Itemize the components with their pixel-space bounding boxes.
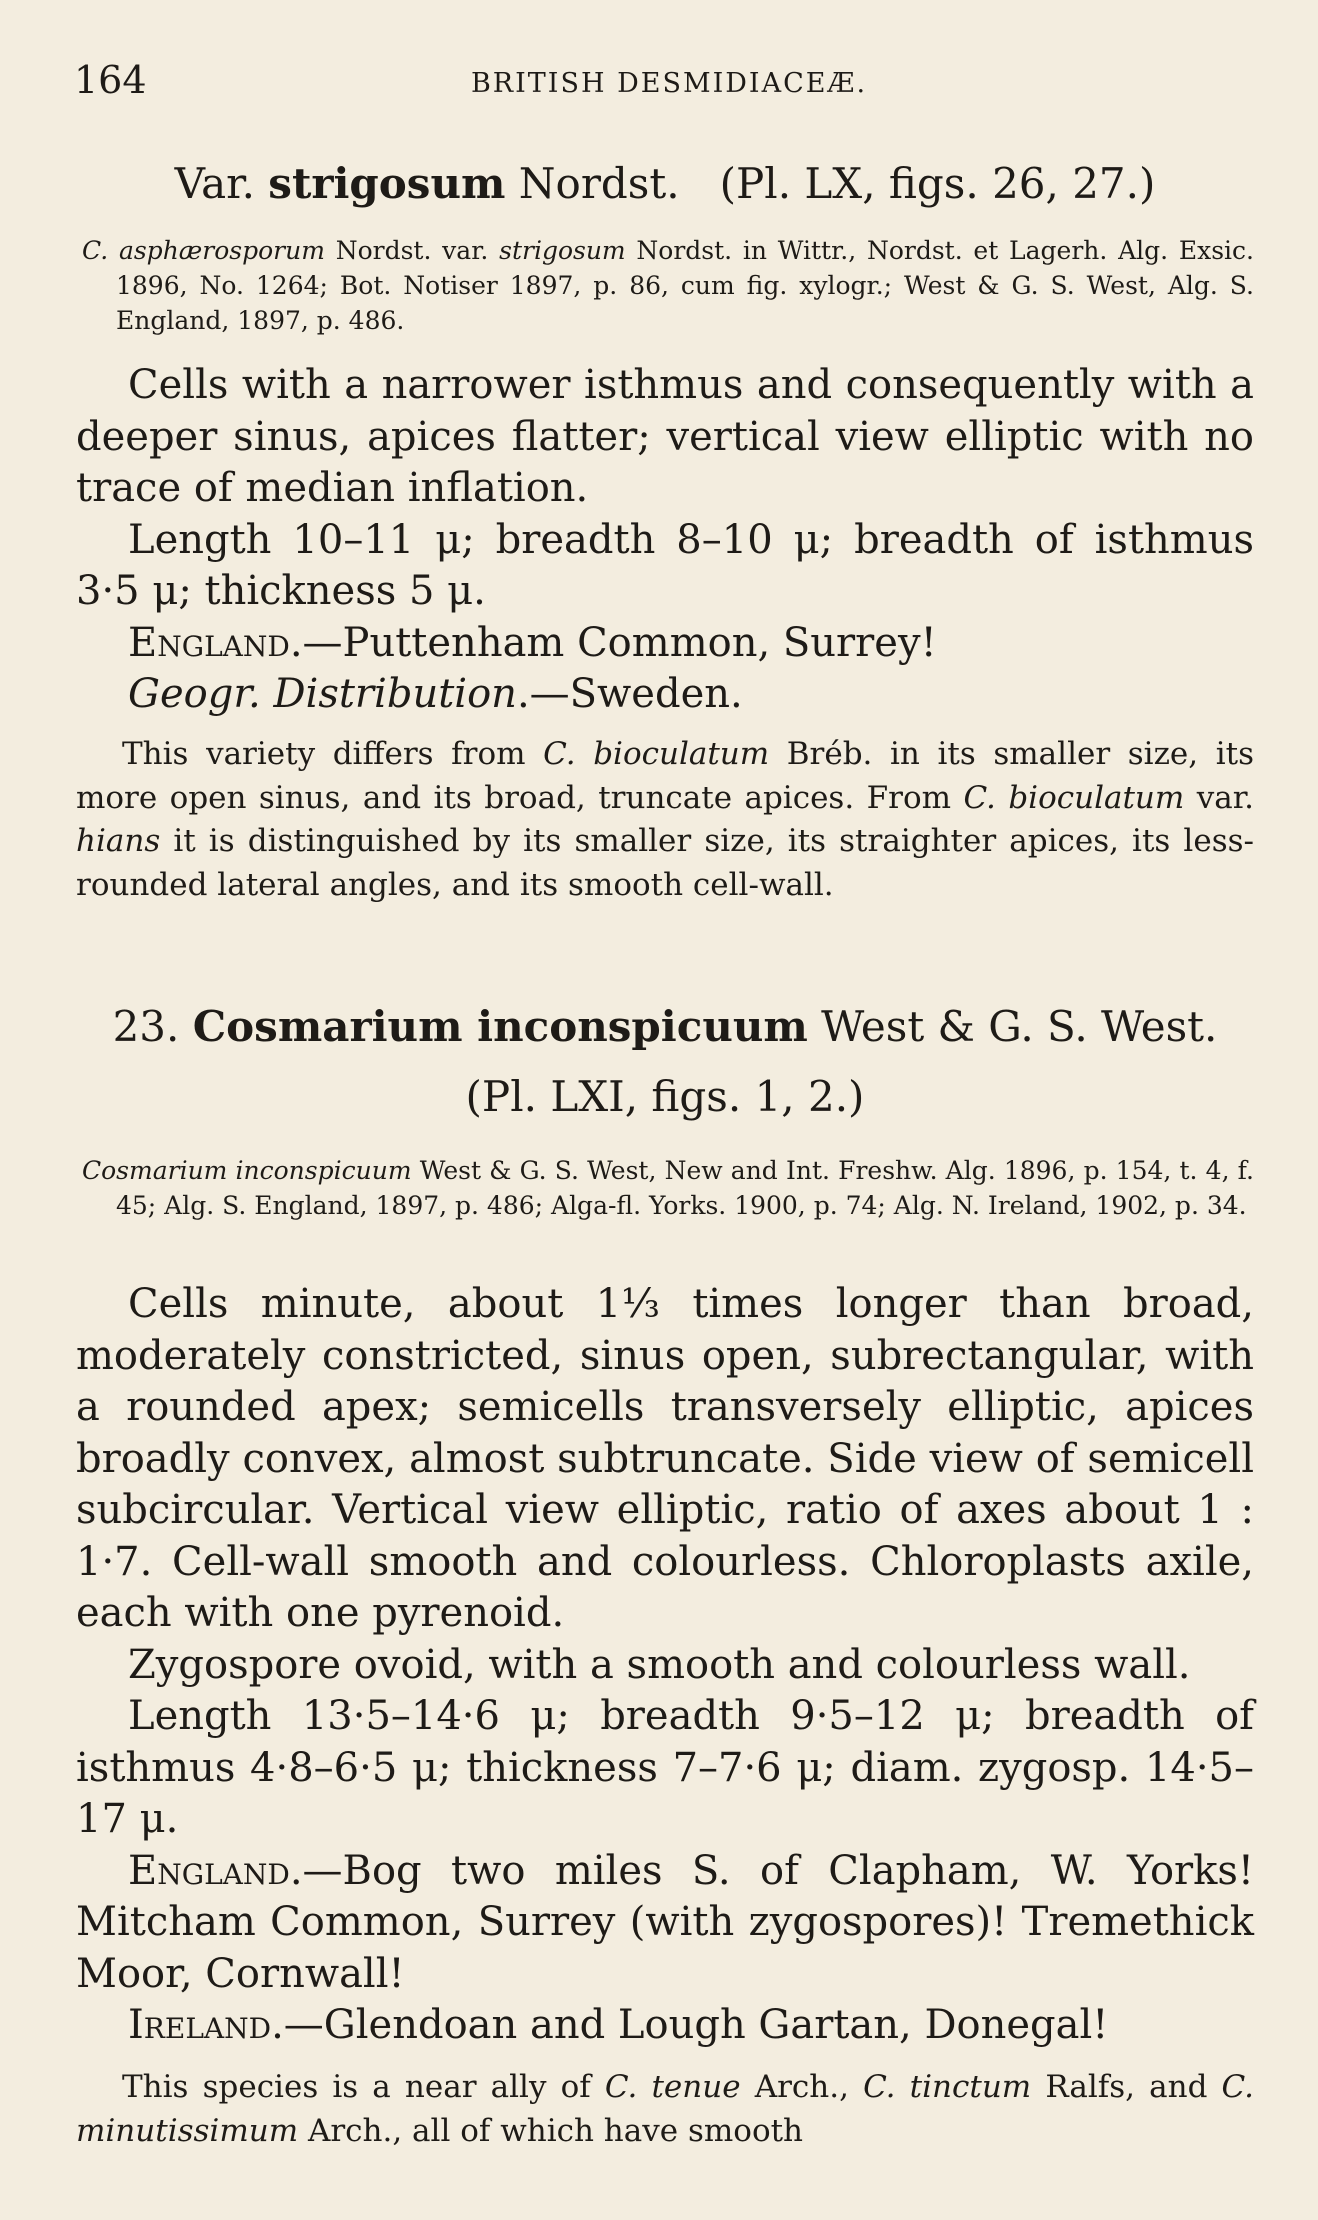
distribution-label: Geogr. Distribution	[128, 671, 517, 717]
variety-note-text	[76, 733, 1254, 908]
text-segment: C. bioculatum	[963, 779, 1185, 816]
text-segment: Nordst. var.	[324, 236, 500, 265]
variety-measurements: Length 10–11 μ; breadth 8–10 μ; breadth of isthmus 3·5 μ; thickness 5 μ.	[76, 516, 1254, 614]
text-segment: Cosmarium inconspicuum	[82, 1156, 412, 1185]
synonymy-text	[76, 233, 1254, 338]
variety-synonymy	[76, 233, 1254, 338]
text-segment: C. asphærosporum	[82, 236, 325, 265]
variety-plate: (Pl. LX, figs. 26, 27.)	[719, 159, 1156, 208]
text-segment: Nordst. in Wittr., Nordst. et Lagerh. Alg. Exsic. 1896, No. 1264; Bot. Notiser 1897, p. 86, cum fig. xylogr.; West & G. S. West, Alg. S. England, 1897, p. 486.	[116, 236, 1254, 335]
species-synonymy	[76, 1153, 1254, 1223]
species-synonymy-text	[76, 1153, 1254, 1223]
text-segment: it is distinguished by its smaller size, its straighter apices, its less-rounded lateral angles, and its smooth cell-wall.	[76, 823, 1254, 904]
text-segment: This species is a near ally of	[122, 2069, 605, 2105]
text-segment: C. tenue	[604, 2069, 741, 2105]
species-body	[76, 1279, 1254, 2052]
variety-heading	[76, 158, 1254, 210]
variety-distribution	[76, 669, 1254, 721]
variety-locality	[76, 618, 1254, 670]
variety-description: Cells with a narrower isthmus and consequently with a deeper sinus, apices flatter; vertical view elliptic with no trace of median inflation.	[76, 362, 1254, 511]
locality-label: England	[128, 619, 290, 666]
species-england	[76, 1846, 1254, 2001]
page-number: 164	[74, 58, 147, 102]
variety-body	[76, 360, 1254, 721]
text-segment: hians	[76, 823, 161, 860]
text-segment: West & G. S. West, New and Int. Freshw. Alg. 1896, p. 154, t. 4, f. 45; Alg. S. England, 1897, p. 486; Alga-fl. Yorks. 1900, p. 74; Alg. N. Ireland, 1902, p. 34.	[116, 1156, 1254, 1220]
page-header	[74, 58, 1264, 108]
text-segment: var.	[1184, 779, 1254, 816]
variety-prefix: Var.	[174, 159, 269, 208]
text-segment: Bréb. in its smaller size, its more open sinus, and its broad, truncate apices. From	[76, 736, 1254, 816]
variety-author: Nordst.	[505, 159, 680, 208]
locality-text: .—Puttenham Common, Surrey!	[289, 619, 937, 666]
species-plate: (Pl. LXI, figs. 1, 2.)	[465, 1072, 865, 1121]
england-label: England	[128, 1847, 290, 1894]
text-segment: C. tinctum	[863, 2069, 1032, 2105]
species-heading	[76, 1001, 1254, 1123]
species-note-text	[76, 2066, 1254, 2153]
text-segment: Arch.,	[740, 2069, 864, 2105]
text-segment: This variety differs from	[122, 736, 544, 772]
species-ireland	[76, 2000, 1254, 2052]
species-note	[76, 2066, 1254, 2153]
text-segment: C. bioculatum	[543, 736, 770, 772]
text-segment: Arch., all of which have smooth	[298, 2112, 804, 2149]
running-title: BRITISH DESMIDIACEÆ.	[470, 68, 868, 99]
species-author: West & G. S. West.	[807, 1002, 1218, 1051]
variety-note	[76, 733, 1254, 908]
ireland-label: Ireland	[128, 2002, 272, 2048]
text-segment: Ralfs, and	[1031, 2069, 1222, 2105]
text-segment: strigosum	[499, 236, 626, 265]
species-zygospore: Zygospore ovoid, with a smooth and colourless wall.	[128, 1641, 1191, 1688]
text-segment: C. minutissimum	[76, 2069, 1255, 2149]
distribution-text: .—Sweden.	[516, 671, 743, 717]
species-description: Cells minute, about 1⅓ times longer than broad, moderately constricted, sinus open, subrectangular, with a rounded apex; semicells transversely elliptic, apices broadly convex, almost subtruncate. Side view of semicell subcircular. Vertical view elliptic, ratio of axes about 1 : 1·7. Cell-wall smooth and colourless. Chloroplasts axile, each with one pyrenoid.	[76, 1281, 1254, 1636]
england-text: .—Bog two miles S. of Clapham, W. Yorks! Mitcham Common, Surrey (with zygospores)! Tremethick Moor, Cornwall!	[76, 1847, 1254, 1997]
species-name: Cosmarium inconspicuum	[192, 1002, 808, 1051]
species-number: 23.	[112, 1002, 193, 1051]
ireland-text: .—Glendoan and Lough Gartan, Donegal!	[271, 2002, 1109, 2048]
species-measurements: Length 13·5–14·6 μ; breadth 9·5–12 μ; breadth of isthmus 4·8–6·5 μ; thickness 7–7·6 μ; diam. zygosp. 14·5–17 μ.	[76, 1693, 1254, 1842]
variety-name: strigosum	[268, 159, 506, 208]
